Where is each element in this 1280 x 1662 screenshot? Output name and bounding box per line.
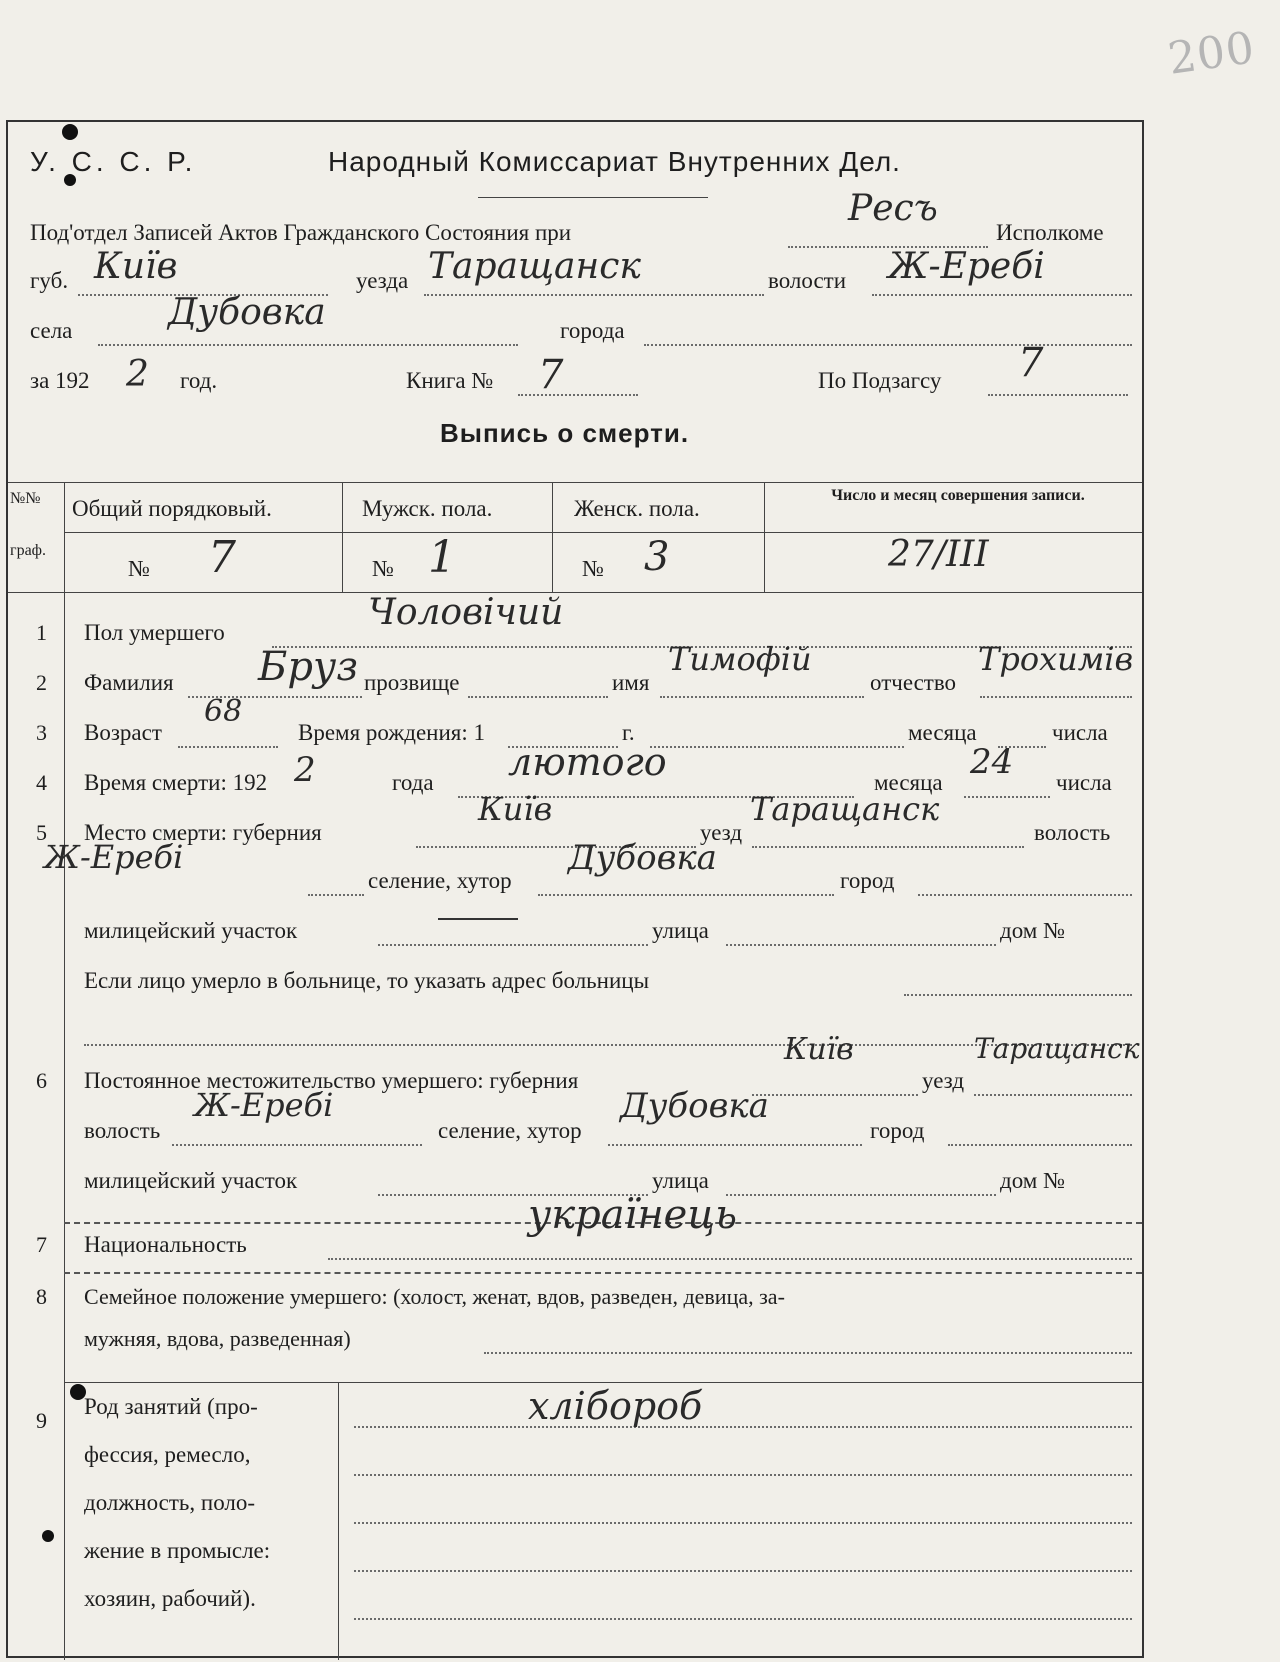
podzags-label: По Подзагсу — [818, 368, 942, 393]
dots — [178, 746, 278, 748]
dots — [354, 1522, 1132, 1524]
handwritten-death-gub: Київ — [478, 790, 553, 828]
handwritten-kniga: 7 — [538, 352, 564, 398]
row5-gorod-label: город — [840, 868, 895, 893]
row5-volost-label: волость — [1034, 820, 1111, 845]
dots — [988, 394, 1128, 396]
row7-label: Национальность — [84, 1232, 247, 1257]
row6-volost-label: волость — [84, 1118, 161, 1143]
row6-milic-label: милицейский участок — [84, 1168, 298, 1193]
handwritten-death-year: 2 — [294, 750, 316, 790]
dots — [518, 394, 638, 396]
subdept-label: Под'отдел Записей Актов Гражданского Состояния при — [30, 220, 572, 245]
row6-ulica-label: улица — [652, 1168, 709, 1193]
row5-dom-label: дом № — [1000, 918, 1066, 943]
col-divider — [64, 482, 65, 592]
row2-prozv-label: прозвище — [364, 670, 460, 695]
dots — [354, 1570, 1132, 1572]
dots — [726, 1194, 996, 1196]
dots — [328, 1258, 1132, 1260]
row6-uyezd-label: уезд — [922, 1068, 965, 1093]
dots — [904, 994, 1132, 996]
handwritten-col3: 3 — [644, 534, 670, 580]
row2-otch-label: отчество — [870, 670, 957, 695]
row3-g-label: г. — [622, 720, 635, 745]
handwritten-residence-selenie: Дубовка — [620, 1086, 769, 1126]
table-bottom-rule — [8, 592, 1142, 593]
gorod-label: города — [560, 318, 625, 343]
col1-header: Общий порядковый. — [72, 496, 272, 521]
dots — [424, 294, 764, 296]
col3-header: Женск. пола. — [574, 496, 700, 521]
row9-divider — [338, 1382, 339, 1660]
row-number: 4 — [36, 770, 47, 795]
row5-hospital-label: Если лицо умерло в больнице, то указать адрес больницы — [84, 968, 650, 993]
dots — [538, 894, 834, 896]
row4-goda-label: года — [392, 770, 434, 795]
row-number: 3 — [36, 720, 47, 745]
row-number: 1 — [36, 620, 47, 645]
republic-label: У. С. С. Р. — [30, 146, 197, 177]
row4-month-label: месяца — [874, 770, 943, 795]
handwritten-podzags: 7 — [1018, 340, 1044, 386]
year-prefix: за 192 — [30, 368, 90, 393]
handwritten-year: 2 — [126, 354, 149, 395]
row5-selenie-label: селение, хутор — [368, 868, 512, 893]
handwritten-uyezd: Таращанск — [428, 246, 641, 287]
document-title: Выпись о смерти. — [440, 418, 690, 448]
row1-label: Пол умершего — [84, 620, 225, 645]
row3-label: Возраст — [84, 720, 162, 745]
dots — [172, 1144, 422, 1146]
handwritten-residence-volost: Ж-Еребі — [194, 1086, 334, 1124]
handwritten-selo: Дубовка — [168, 292, 326, 333]
row-number: 5 — [36, 820, 47, 845]
dots — [660, 696, 864, 698]
col4-header: Число и месяц совершения записи. — [831, 487, 1085, 504]
dots — [354, 1426, 1132, 1428]
row5-ulica-label: улица — [652, 918, 709, 943]
year-suffix: год. — [180, 368, 218, 393]
handwritten-age: 68 — [204, 694, 243, 729]
handwritten-dash — [438, 918, 518, 920]
handwritten-death-month: лютого — [508, 740, 667, 784]
row3-day-label: числа — [1052, 720, 1108, 745]
row5-uyezd-label: уезд — [700, 820, 743, 845]
col-divider — [552, 482, 553, 592]
handwritten-patronymic: Трохимів — [978, 640, 1134, 678]
col-divider — [764, 482, 765, 592]
handwritten-nationality: українець — [528, 1192, 738, 1238]
handwritten-col4: 27/III — [888, 534, 989, 575]
handwritten-col1: 7 — [208, 532, 236, 583]
row6-selenie-label: селение, хутор — [438, 1118, 582, 1143]
row-number: 8 — [36, 1284, 47, 1309]
row3-birth-label: Время рождения: 1 — [298, 720, 485, 745]
dots — [354, 1474, 1132, 1476]
row-number: 2 — [36, 670, 47, 695]
dots — [964, 796, 1050, 798]
punch-hole — [42, 1530, 54, 1542]
dots — [974, 1094, 1132, 1096]
handwritten-sex: Чоловічий — [368, 592, 564, 633]
col2-header: Мужск. пола. — [362, 496, 493, 521]
no-sign: № — [582, 556, 604, 581]
kniga-label: Книга № — [406, 368, 494, 393]
dots — [378, 944, 648, 946]
handwritten-volost: Ж-Еребі — [888, 246, 1045, 287]
graph-row-label-bottom: граф. — [10, 542, 47, 559]
dots — [752, 846, 1024, 848]
row6-gorod-label: город — [870, 1118, 925, 1143]
dots — [752, 1094, 918, 1096]
row9-line5: хозяин, рабочий). — [84, 1586, 256, 1611]
row2-imya-label: имя — [612, 670, 650, 695]
volost-label: волости — [768, 268, 847, 293]
handwritten-death-volost: Ж-Еребі — [44, 838, 184, 876]
handwritten-death-selenie: Дубовка — [568, 838, 717, 878]
punch-hole — [62, 124, 78, 140]
dots — [980, 696, 1132, 698]
commissariat-title: Народный Комиссариат Внутренних Дел. — [328, 146, 901, 177]
rows-left-divider — [64, 592, 65, 1660]
dots — [308, 894, 364, 896]
handwritten-name: Тимофій — [668, 640, 812, 678]
handwritten-residence-uyezd: Таращанск — [974, 1032, 1140, 1065]
dots — [948, 1144, 1132, 1146]
dots — [98, 344, 518, 346]
row9-line2: фессия, ремесло, — [84, 1442, 251, 1467]
row9-line4: жение в промысле: — [84, 1538, 271, 1563]
handwritten-surname: Бруз — [258, 644, 359, 690]
dots — [468, 696, 608, 698]
handwritten-guberniya: Київ — [94, 246, 178, 287]
death-certificate-form — [6, 120, 1144, 1658]
row9-top-rule — [64, 1382, 1142, 1383]
dots — [484, 1352, 1132, 1354]
handwritten-ispolkom: Ресъ — [848, 188, 938, 229]
dots — [608, 1144, 862, 1146]
row4-label: Время смерти: 192 — [84, 770, 268, 795]
row-number: 7 — [36, 1232, 47, 1257]
row2-fam-label: Фамилия — [84, 670, 174, 695]
row3-month-label: месяца — [908, 720, 977, 745]
col-divider — [342, 482, 343, 592]
row9-line3: должность, поло- — [84, 1490, 256, 1515]
header-rule — [478, 197, 708, 198]
row-separator — [64, 1272, 1142, 1274]
no-sign: № — [372, 556, 394, 581]
handwritten-death-day: 24 — [970, 742, 1014, 782]
handwritten-residence-gub: Київ — [784, 1032, 854, 1067]
guberniya-label: губ. — [30, 268, 69, 293]
selo-label: села — [30, 318, 73, 343]
row5-milic-label: милицейский участок — [84, 918, 298, 943]
handwritten-occupation: хлібороб — [528, 1384, 703, 1428]
page-number: 200 — [1164, 22, 1259, 85]
subdept-suffix: Исполкоме — [996, 220, 1104, 245]
row4-day-label: числа — [1056, 770, 1112, 795]
row5-label: Место смерти: губерния — [84, 820, 322, 845]
table-top-rule — [8, 482, 1142, 483]
row-number: 6 — [36, 1068, 47, 1093]
handwritten-col2: 1 — [428, 532, 456, 583]
row6-dom-label: дом № — [1000, 1168, 1066, 1193]
row-number: 9 — [36, 1408, 47, 1433]
dots — [644, 344, 1132, 346]
graph-row-label-top: №№ — [10, 490, 41, 507]
dots — [918, 894, 1132, 896]
row8-line2: мужняя, вдова, разведенная) — [84, 1326, 351, 1351]
handwritten-death-uyezd: Таращанск — [750, 790, 940, 828]
dots — [872, 294, 1132, 296]
row6-label: Постоянное местожительство умершего: губерния — [84, 1068, 579, 1093]
dots — [726, 944, 996, 946]
row9-line1: Род занятий (про- — [84, 1394, 258, 1419]
no-sign: № — [128, 556, 150, 581]
dots — [354, 1618, 1132, 1620]
uyezd-label: уезда — [356, 268, 409, 293]
row8-line1: Семейное положение умершего: (холост, женат, вдов, разведен, девица, за- — [84, 1284, 785, 1309]
dots — [650, 746, 904, 748]
